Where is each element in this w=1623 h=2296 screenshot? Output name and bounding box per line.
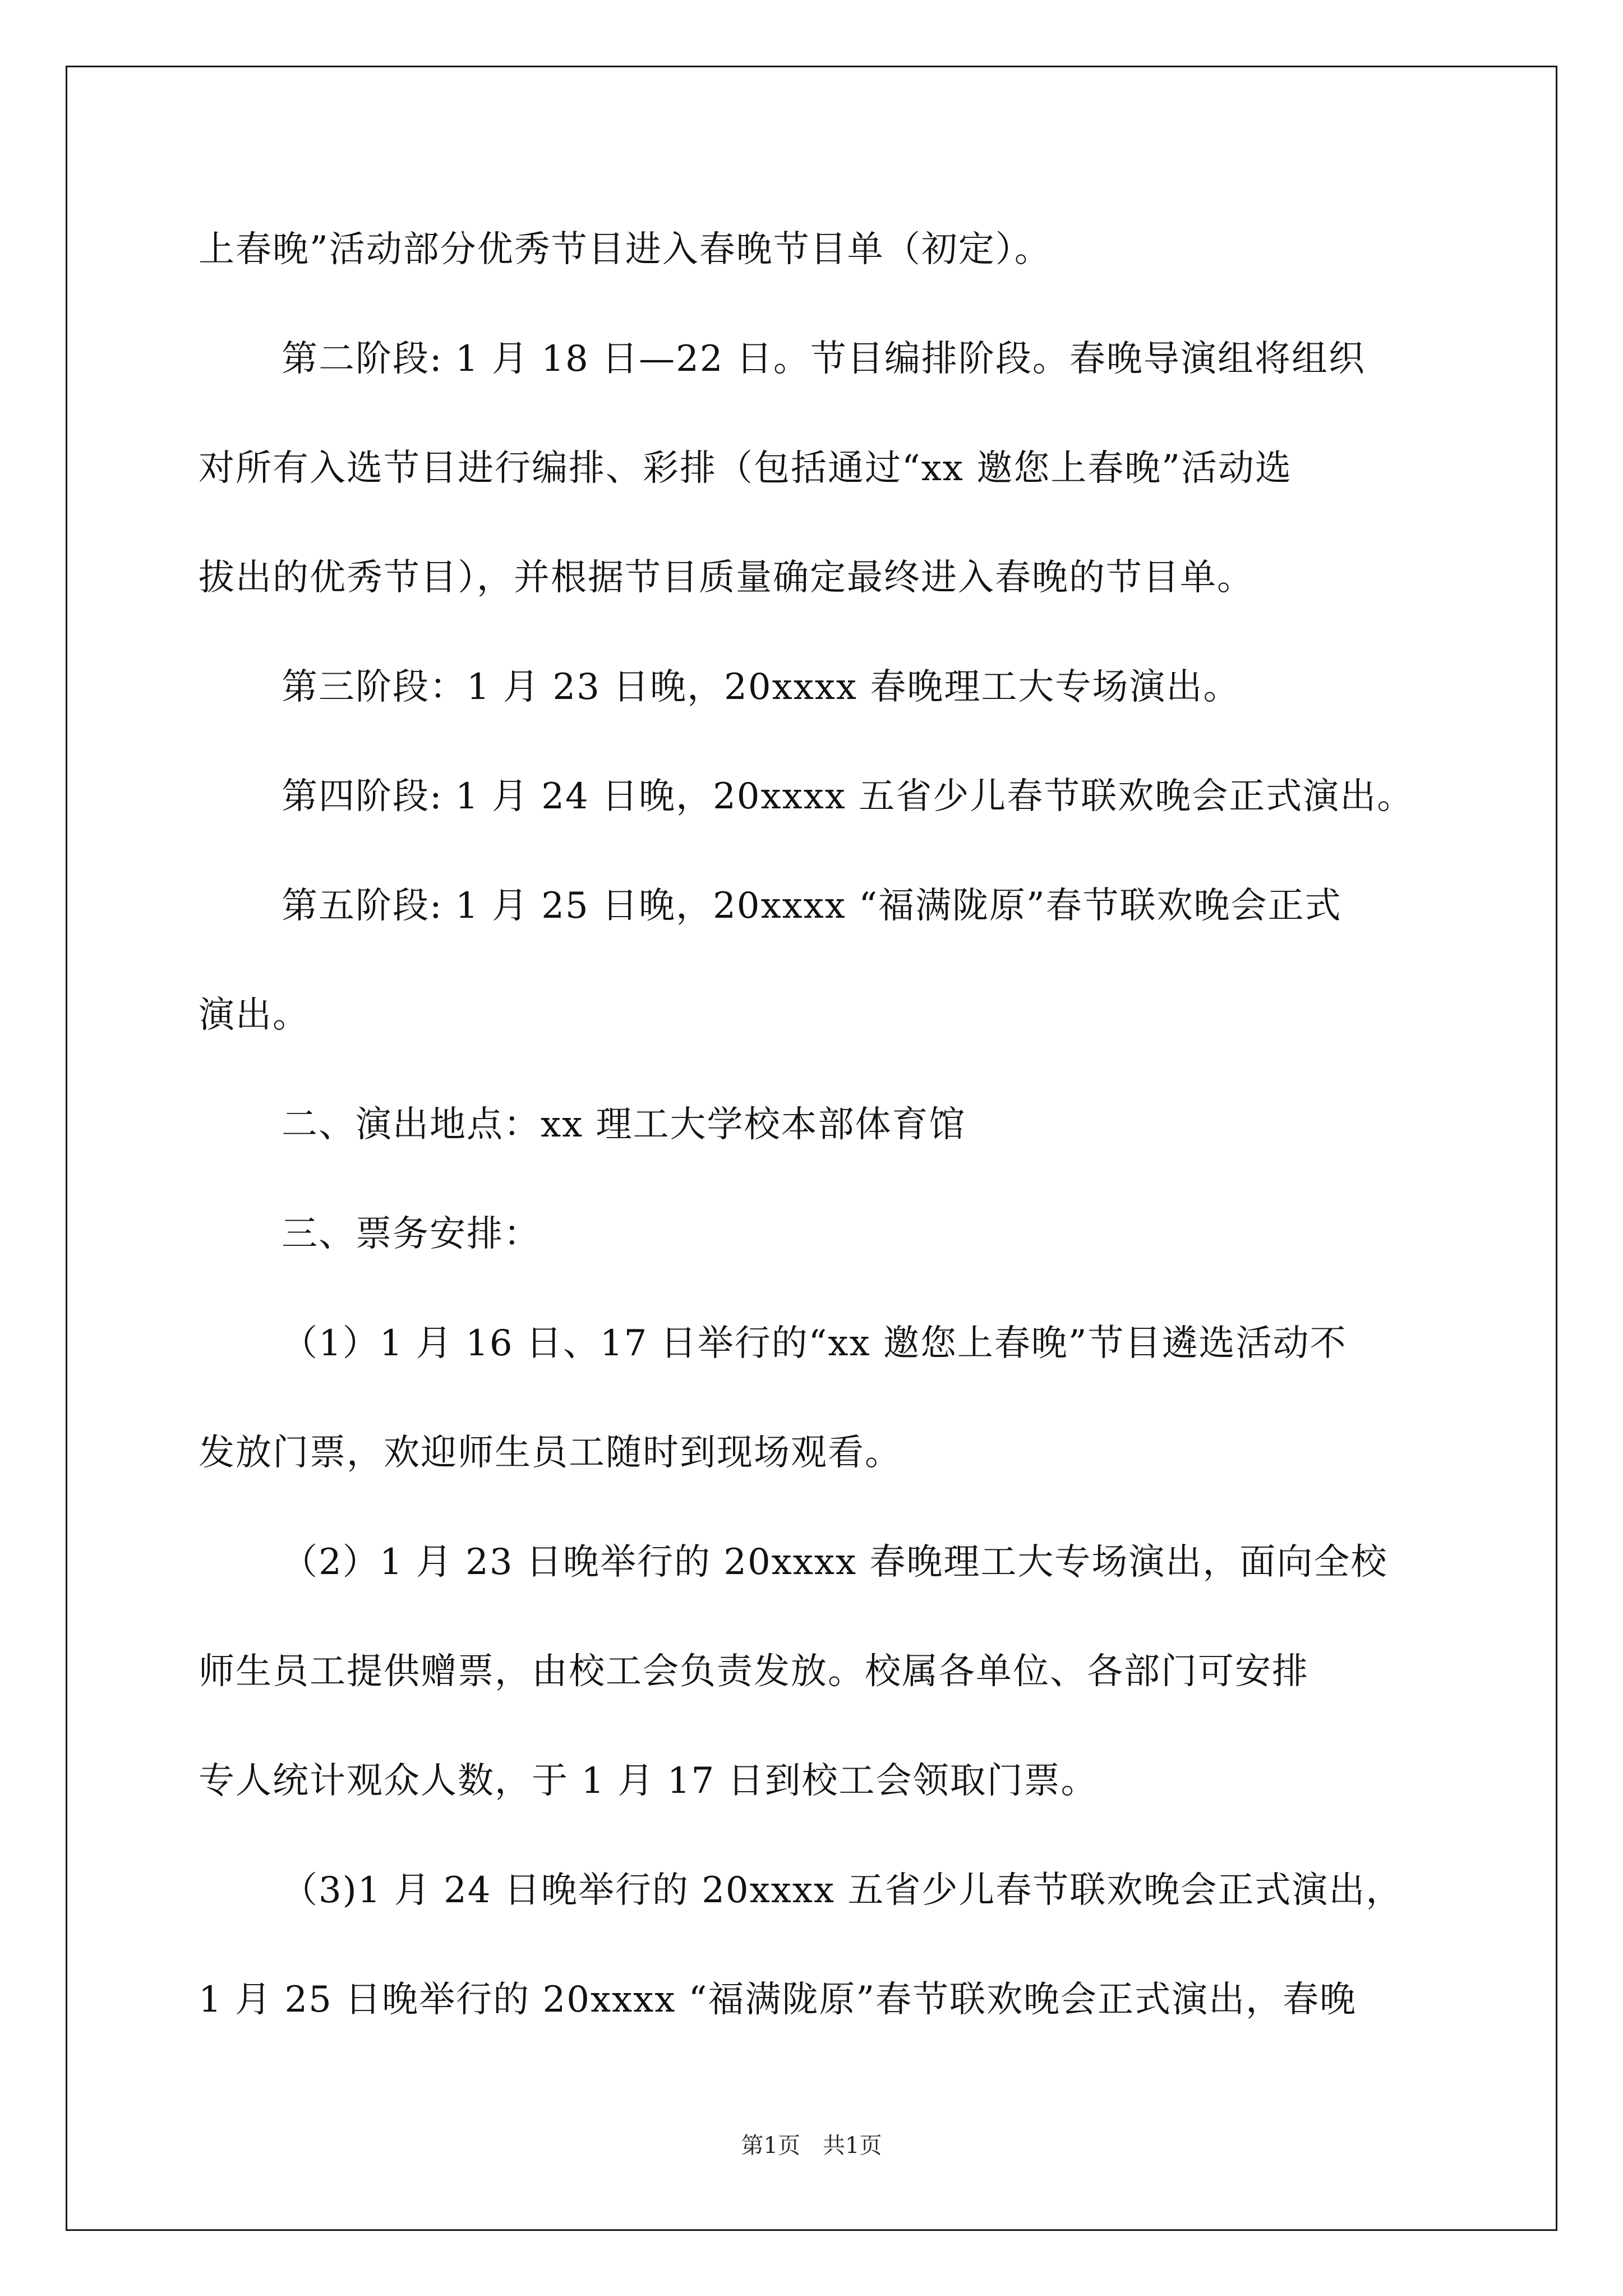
text-line: 师生员工提供赠票，由校工会负责发放。校属各单位、各部门可安排	[199, 1651, 1309, 1692]
text-line: 第二阶段: 1 月 18 日—22 日。节目编排阶段。春晚导演组将组织	[282, 338, 1366, 380]
text-line: 演出。	[199, 995, 310, 1036]
text-line: 上春晚”活动部分优秀节目进入春晚节目单（初定）。	[199, 229, 1052, 270]
text-line: （1）1 月 16 日、17 日举行的“xx 邀您上春晚”节目遴选活动不	[282, 1323, 1347, 1364]
text-line: 专人统计观众人数，于 1 月 17 日到校工会领取门票。	[199, 1760, 1098, 1802]
text-line: 对所有入选节目进行编排、彩排（包括通过“xx 邀您上春晚”活动选	[199, 448, 1292, 489]
text-line: 第三阶段：1 月 23 日晚，20xxxx 春晚理工大专场演出。	[282, 666, 1241, 708]
text-line: 第五阶段: 1 月 25 日晚，20xxxx “福满陇原”春节联欢晚会正式	[282, 885, 1342, 927]
text-line: 1 月 25 日晚举行的 20xxxx “福满陇原”春节联欢晚会正式演出，春晚	[199, 1979, 1357, 2021]
text-line: 二、演出地点：xx 理工大学校本部体育馆	[282, 1104, 966, 1145]
text-line: （3)1 月 24 日晚举行的 20xxxx 五省少儿春节联欢晚会正式演出，	[282, 1870, 1403, 1911]
page-footer: 第1页 共1页	[741, 2133, 882, 2159]
text-line: 三、票务安排：	[282, 1213, 541, 1255]
text-line: 第四阶段: 1 月 24 日晚，20xxxx 五省少儿春节联欢晚会正式演出。	[282, 776, 1414, 817]
text-line: （2）1 月 23 日晚举行的 20xxxx 春晚理工大专场演出，面向全校	[282, 1542, 1388, 1583]
text-line: 发放门票，欢迎师生员工随时到现场观看。	[199, 1432, 902, 1474]
text-line: 拔出的优秀节目），并根据节目质量确定最终进入春晚的节目单。	[199, 557, 1254, 599]
